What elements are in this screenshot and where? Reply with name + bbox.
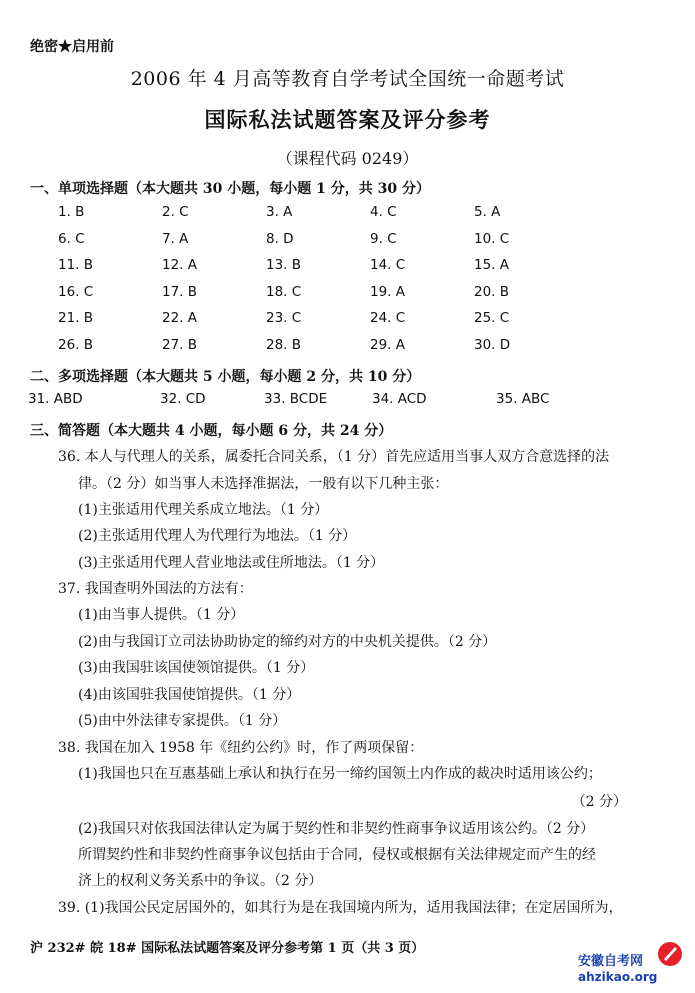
section-heading-short-answer: 三、简答题（本大题共 4 小题，每小题 6 分，共 24 分） [30, 423, 393, 439]
answer-line: (2)主张适用代理人为代理行为地法。（1 分） [78, 528, 357, 544]
answer-line: 39. (1)我国公民定居国外的，如其行为是在我国境内所为，适用我国法律；在定居国所为， [58, 900, 623, 916]
answer-item: 19. A [370, 283, 405, 300]
answer-item: 1. B [58, 204, 85, 220]
answer-line: 36. 本人与代理人的关系，属委托合同关系，（1 分）首先应适用当事人双方合意选择的法 [58, 449, 610, 465]
answer-line: (3)由我国驻该国使领馆提供。（1 分） [78, 660, 315, 676]
answer-item: 29. A [370, 336, 405, 353]
answer-line: 38. 我国在加入 1958 年《纽约公约》时，作了两项保留： [58, 740, 424, 756]
answer-item: 18. C [266, 283, 302, 300]
watermark-name: 安徽自考网 [578, 954, 644, 969]
answer-item: 34. ACD [372, 391, 427, 407]
answer-item: 20. B [474, 283, 510, 300]
answer-item: 22. A [162, 310, 197, 327]
answer-line: (4)由该国驻我国使馆提供。（1 分） [78, 687, 301, 703]
answer-item: 17. B [162, 283, 198, 300]
answer-item: 13. B [266, 257, 302, 274]
answer-item: 26. B [58, 336, 94, 353]
answer-line: (1)主张适用代理关系成立地法。（1 分） [78, 502, 329, 518]
answer-item: 5. A [474, 204, 501, 220]
site-watermark [578, 940, 688, 988]
answer-line: 37. 我国查明外国法的方法有： [58, 581, 253, 597]
answer-item: 31. ABD [28, 391, 83, 407]
answer-line-score: （2 分） [571, 794, 627, 810]
page-footer: 沪 232# 皖 18# 国际私法试题答案及评分参考第 1 页（共 3 页） [30, 941, 425, 956]
answer-item: 11. B [58, 257, 94, 274]
watermark-url: ahzikao.org [578, 970, 658, 984]
exam-title: 2006 年 4 月高等教育自学考试全国统一命题考试 [130, 68, 565, 90]
answer-item: 21. B [58, 310, 94, 327]
multi-choice-answers [28, 391, 606, 407]
answer-line: (5)由中外法律专家提供。（1 分） [78, 713, 287, 729]
answer-item: 33. BCDE [264, 391, 328, 407]
single-choice-answers [58, 204, 578, 364]
section-heading-single-choice: 一、单项选择题（本大题共 30 小题，每小题 1 分，共 30 分） [30, 181, 430, 197]
answer-item: 9. C [370, 230, 397, 247]
answer-item: 35. ABC [496, 391, 550, 407]
answer-item: 16. C [58, 283, 94, 300]
answer-item: 7. A [162, 230, 189, 247]
document-title: 国际私法试题答案及评分参考 [204, 107, 491, 132]
course-code: （课程代码 0249） [276, 149, 419, 168]
answer-item: 10. C [474, 230, 510, 247]
answer-item: 4. C [370, 204, 397, 220]
answer-line: (1)我国也只在互惠基础上承认和执行在另一缔约国领土内作成的裁决时适用该公约； [78, 766, 602, 782]
answer-item: 6. C [58, 230, 85, 247]
answer-line: 济上的权利义务关系中的争议。（2 分） [78, 873, 323, 889]
answer-item: 2. C [162, 204, 189, 220]
answer-item: 14. C [370, 257, 406, 274]
section-heading-multi-choice: 二、多项选择题（本大题共 5 小题，每小题 2 分，共 10 分） [30, 369, 421, 385]
answer-line: (3)主张适用代理人营业地法或住所地法。（1 分） [78, 555, 385, 571]
answer-line: (1)由当事人提供。（1 分） [78, 607, 245, 623]
pen-logo-icon [656, 940, 684, 968]
answer-item: 32. CD [160, 391, 206, 407]
answer-item: 28. B [266, 336, 302, 353]
answer-item: 3. A [266, 204, 293, 220]
answer-item: 15. A [474, 257, 509, 274]
confidential-mark: 绝密★启用前 [30, 39, 114, 55]
answer-item: 8. D [266, 230, 294, 247]
answer-item: 12. A [162, 257, 197, 274]
answer-item: 25. C [474, 310, 510, 327]
answer-item: 24. C [370, 310, 406, 327]
answer-line: 所谓契约性和非契约性商事争议包括由于合同，侵权或根据有关法律规定而产生的经 [78, 847, 596, 863]
answer-item: 27. B [162, 336, 198, 353]
answer-item: 23. C [266, 310, 302, 327]
answer-item: 30. D [474, 336, 511, 353]
answer-line: (2)由与我国订立司法协助协定的缔约对方的中央机关提供。（2 分） [78, 634, 497, 650]
answer-line: (2)我国只对依我国法律认定为属于契约性和非契约性商事争议适用该公约。（2 分） [78, 821, 595, 837]
answer-line: 律。（2 分）如当事人未选择准据法，一般有以下几种主张： [78, 476, 449, 492]
